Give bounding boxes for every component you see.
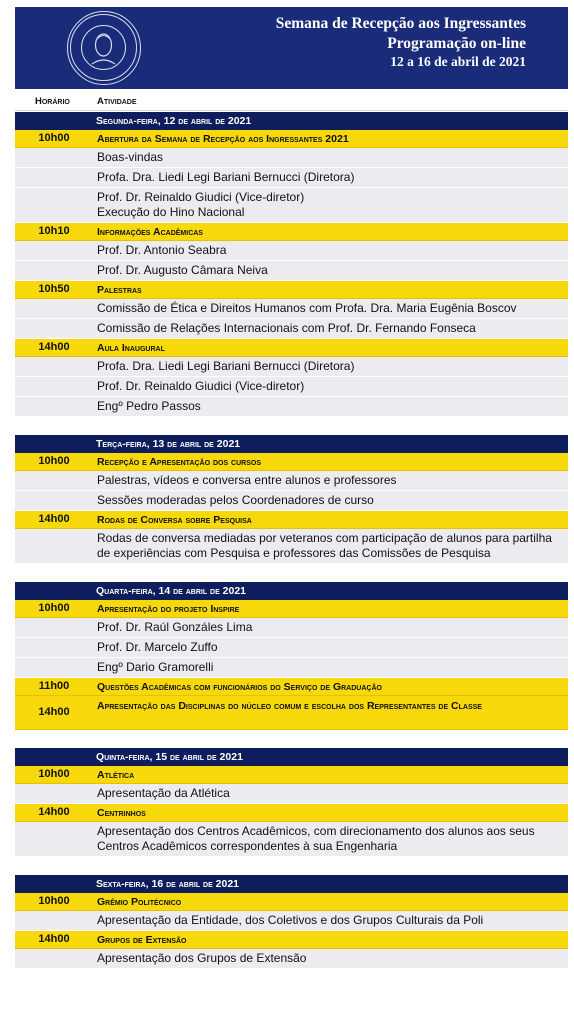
- activity-detail: Comissão de Ética e Direitos Humanos com Profa. Dra. Maria Eugênia Boscov: [15, 299, 568, 319]
- activity-title: Apresentação das Disciplinas do núcleo comum e escolha dos Representantes de Classe: [97, 700, 482, 712]
- activity-title: Atlética: [97, 769, 135, 781]
- day-label: Quarta-feira, 14 de abril de 2021: [96, 585, 247, 597]
- activity-title: Rodas de Conversa sobre Pesquisa: [97, 514, 252, 526]
- activity-time: 14h00: [38, 933, 70, 945]
- day-header-row: [15, 582, 568, 600]
- activity-row: [15, 804, 568, 822]
- event-subtitle: Programação on-line: [387, 35, 526, 52]
- activity-title: Aula Inaugural: [97, 342, 165, 354]
- activity-title: Grupos de Extensão: [97, 934, 187, 946]
- activity-time: 10h00: [38, 602, 70, 614]
- activity-detail: Sessões moderadas pelos Coordenadores de curso: [15, 491, 568, 511]
- activity-row: [15, 453, 568, 471]
- day-header-row: [15, 748, 568, 766]
- activity-time: 10h00: [38, 455, 70, 467]
- day-label: Sexta-feira, 16 de abril de 2021: [96, 878, 240, 890]
- activity-time: 10h50: [38, 283, 70, 295]
- day-label: Quinta-feira, 15 de abril de 2021: [96, 751, 243, 763]
- activity-detail: Apresentação da Atlética: [15, 784, 568, 804]
- day-header-row: [15, 875, 568, 893]
- activity-detail: Engº Dario Gramorelli: [15, 658, 568, 678]
- activity-detail: Prof. Dr. Antonio Seabra: [15, 241, 568, 261]
- activity-time: 10h00: [38, 132, 70, 144]
- activity-detail: Boas-vindas: [15, 148, 568, 168]
- day-spacer: [15, 564, 568, 582]
- activity-detail: Apresentação dos Grupos de Extensão: [15, 949, 568, 969]
- day-spacer: [15, 730, 568, 748]
- activity-row: [15, 931, 568, 949]
- event-dates: 12 a 16 de abril de 2021: [390, 54, 526, 69]
- activity-detail: Profa. Dra. Liedi Legi Bariani Bernucci (Diretora): [15, 168, 568, 188]
- activity-title: Recepção e Apresentação dos cursos: [97, 456, 262, 468]
- activity-detail: Apresentação da Entidade, dos Coletivos e dos Grupos Culturais da Poli: [15, 911, 568, 931]
- day-label: Segunda-feira, 12 de abril de 2021: [96, 115, 252, 127]
- activity-title: Questões Acadêmicas com funcionários do Serviço de Graduação: [97, 681, 382, 693]
- activity-title: Apresentação do projeto Inspire: [97, 603, 240, 615]
- day-header-row: [15, 112, 568, 130]
- university-seal-logo: [67, 11, 141, 85]
- time-column-heading: Horário: [35, 96, 70, 107]
- activity-title: Informações Acadêmicas: [97, 226, 203, 238]
- column-header: [15, 93, 568, 111]
- activity-detail: Comissão de Relações Internacionais com Prof. Dr. Fernando Fonseca: [15, 319, 568, 339]
- activity-row: [15, 678, 568, 696]
- header-title-block: [276, 14, 526, 71]
- activity-column-heading: Atividade: [97, 96, 137, 107]
- page-header: [15, 7, 568, 89]
- activity-time: 14h00: [38, 806, 70, 818]
- activity-row: [15, 281, 568, 299]
- day-spacer: [15, 857, 568, 875]
- activity-detail: Apresentação dos Centros Acadêmicos, com direcionamento dos alunos aos seus Centros Acadêmicos correspondentes à sua Engenharia: [15, 822, 568, 857]
- activity-detail: Rodas de conversa mediadas por veteranos com participação de alunos para partilha de experiências com Pesquisa e professores das Comissões de Pesquisa: [15, 529, 568, 564]
- activity-detail: Profa. Dra. Liedi Legi Bariani Bernucci (Diretora): [15, 357, 568, 377]
- activity-detail: Engº Pedro Passos: [15, 397, 568, 417]
- activity-row: [15, 600, 568, 618]
- activity-time: 14h00: [38, 341, 70, 353]
- activity-title: Centrinhos: [97, 807, 146, 819]
- activity-time: 11h00: [38, 680, 70, 692]
- activity-row: [15, 130, 568, 148]
- event-title: Semana de Recepção aos Ingressantes: [275, 15, 526, 32]
- activity-detail: Prof. Dr. Marcelo Zuffo: [15, 638, 568, 658]
- schedule: [15, 112, 568, 969]
- day-spacer: [15, 417, 568, 435]
- day-label: Terça-feira, 13 de abril de 2021: [96, 438, 241, 450]
- activity-time: 10h10: [38, 225, 70, 237]
- activity-detail: Prof. Dr. Reinaldo Giudici (Vice-diretor): [15, 377, 568, 397]
- activity-title: Palestras: [97, 284, 142, 296]
- activity-row: [15, 766, 568, 784]
- activity-title: Abertura da Semana de Recepção aos Ingressantes 2021: [97, 133, 349, 145]
- activity-time: 10h00: [38, 895, 70, 907]
- activity-row: [15, 893, 568, 911]
- activity-detail: Prof. Dr. Reinaldo Giudici (Vice-diretor) Execução do Hino Nacional: [15, 188, 568, 223]
- activity-detail: Prof. Dr. Raúl Gonzáles Lima: [15, 618, 568, 638]
- activity-time: 10h00: [38, 768, 70, 780]
- activity-row: [15, 223, 568, 241]
- activity-time: 14h00: [38, 513, 70, 525]
- activity-detail: Prof. Dr. Augusto Câmara Neiva: [15, 261, 568, 281]
- activity-row: [15, 696, 568, 730]
- activity-row: [15, 511, 568, 529]
- day-header-row: [15, 435, 568, 453]
- activity-title: Grêmio Politécnico: [97, 896, 182, 908]
- activity-time: 14h00: [38, 706, 70, 718]
- activity-detail: Palestras, vídeos e conversa entre alunos e professores: [15, 471, 568, 491]
- activity-row: [15, 339, 568, 357]
